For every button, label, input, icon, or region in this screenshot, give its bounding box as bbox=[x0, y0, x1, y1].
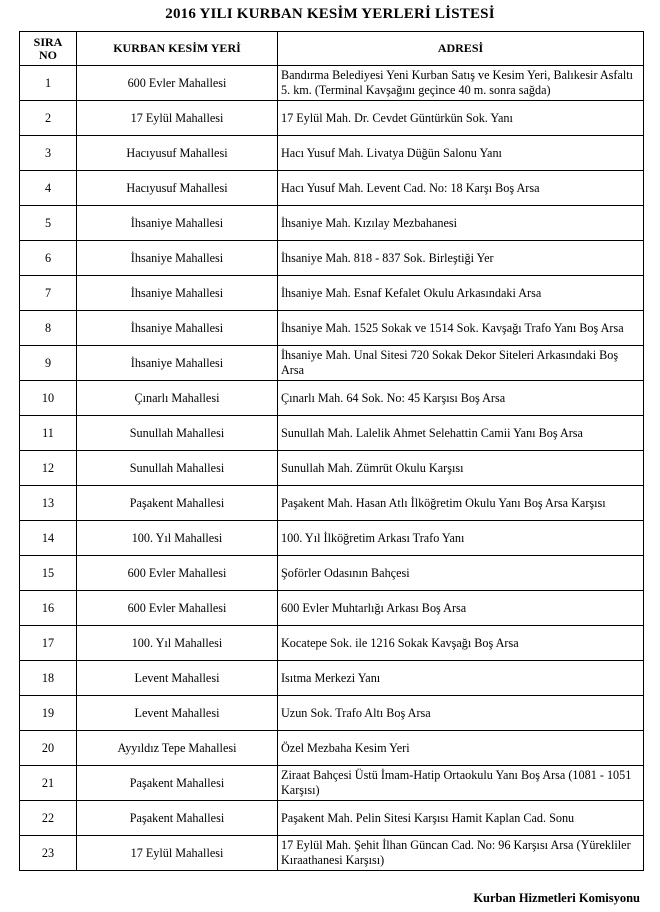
cell-no: 17 bbox=[20, 626, 77, 661]
table-row bbox=[20, 836, 644, 871]
cell-no: 10 bbox=[20, 381, 77, 416]
slaughter-locations-table bbox=[19, 31, 644, 871]
cell-address: İhsaniye Mah. Esnaf Kefalet Okulu Arkasındaki Arsa bbox=[278, 276, 644, 311]
cell-no: 19 bbox=[20, 696, 77, 731]
cell-no: 5 bbox=[20, 206, 77, 241]
cell-place: İhsaniye Mahallesi bbox=[77, 276, 278, 311]
table-row bbox=[20, 626, 644, 661]
table-row bbox=[20, 241, 644, 276]
cell-address: İhsaniye Mah. Kızılay Mezbahanesi bbox=[278, 206, 644, 241]
cell-no: 4 bbox=[20, 171, 77, 206]
table-row bbox=[20, 801, 644, 836]
cell-address: Ziraat Bahçesi Üstü İmam-Hatip Ortaokulu Yanı Boş Arsa (1081 - 1051 Karşısı) bbox=[278, 766, 644, 801]
cell-place: Paşakent Mahallesi bbox=[77, 801, 278, 836]
cell-place: Çınarlı Mahallesi bbox=[77, 381, 278, 416]
cell-address: Paşakent Mah. Hasan Atlı İlköğretim Okulu Yanı Boş Arsa Karşısı bbox=[278, 486, 644, 521]
cell-address: Özel Mezbaha Kesim Yeri bbox=[278, 731, 644, 766]
table-row bbox=[20, 486, 644, 521]
cell-place: İhsaniye Mahallesi bbox=[77, 311, 278, 346]
cell-place: Sunullah Mahallesi bbox=[77, 416, 278, 451]
cell-address: 100. Yıl İlköğretim Arkası Trafo Yanı bbox=[278, 521, 644, 556]
cell-address: 17 Eylül Mah. Şehit İlhan Güncan Cad. No: 96 Karşısı Arsa (Yürekliler Kıraathanesi Karşısı) bbox=[278, 836, 644, 871]
cell-place: 600 Evler Mahallesi bbox=[77, 66, 278, 101]
cell-no: 21 bbox=[20, 766, 77, 801]
cell-address: Paşakent Mah. Pelin Sitesi Karşısı Hamit Kaplan Cad. Sonu bbox=[278, 801, 644, 836]
header-no bbox=[20, 32, 77, 66]
cell-place: Hacıyusuf Mahallesi bbox=[77, 136, 278, 171]
cell-place: İhsaniye Mahallesi bbox=[77, 206, 278, 241]
cell-no: 18 bbox=[20, 661, 77, 696]
table-row bbox=[20, 381, 644, 416]
cell-no: 2 bbox=[20, 101, 77, 136]
cell-place: 600 Evler Mahallesi bbox=[77, 591, 278, 626]
cell-address: Hacı Yusuf Mah. Livatya Düğün Salonu Yanı bbox=[278, 136, 644, 171]
table-header-row bbox=[20, 32, 644, 66]
cell-address: Şoförler Odasının Bahçesi bbox=[278, 556, 644, 591]
cell-no: 1 bbox=[20, 66, 77, 101]
cell-no: 8 bbox=[20, 311, 77, 346]
header-place: KURBAN KESİM YERİ bbox=[77, 32, 278, 66]
cell-address: Çınarlı Mah. 64 Sok. No: 45 Karşısı Boş Arsa bbox=[278, 381, 644, 416]
cell-address: Sunullah Mah. Lalelik Ahmet Selehattin Camii Yanı Boş Arsa bbox=[278, 416, 644, 451]
cell-no: 23 bbox=[20, 836, 77, 871]
cell-place: Levent Mahallesi bbox=[77, 661, 278, 696]
cell-no: 22 bbox=[20, 801, 77, 836]
cell-address: 600 Evler Muhtarlığı Arkası Boş Arsa bbox=[278, 591, 644, 626]
cell-place: Paşakent Mahallesi bbox=[77, 486, 278, 521]
table-row bbox=[20, 346, 644, 381]
cell-address: Uzun Sok. Trafo Altı Boş Arsa bbox=[278, 696, 644, 731]
cell-address: Hacı Yusuf Mah. Levent Cad. No: 18 Karşı Boş Arsa bbox=[278, 171, 644, 206]
cell-no: 7 bbox=[20, 276, 77, 311]
page-title: 2016 YILI KURBAN KESİM YERLERİ LİSTESİ bbox=[165, 6, 495, 22]
cell-address: 17 Eylül Mah. Dr. Cevdet Güntürkün Sok. Yanı bbox=[278, 101, 644, 136]
cell-place: 17 Eylül Mahallesi bbox=[77, 101, 278, 136]
cell-place: Sunullah Mahallesi bbox=[77, 451, 278, 486]
header-no-line1: SIRA bbox=[33, 34, 63, 49]
table-row bbox=[20, 696, 644, 731]
cell-place: 17 Eylül Mahallesi bbox=[77, 836, 278, 871]
table-row bbox=[20, 66, 644, 101]
cell-place: İhsaniye Mahallesi bbox=[77, 241, 278, 276]
cell-address: İhsaniye Mah. Unal Sitesi 720 Sokak Dekor Siteleri Arkasındaki Boş Arsa bbox=[278, 346, 644, 381]
cell-address: İhsaniye Mah. 1525 Sokak ve 1514 Sok. Kavşağı Trafo Yanı Boş Arsa bbox=[278, 311, 644, 346]
table-row bbox=[20, 521, 644, 556]
cell-no: 12 bbox=[20, 451, 77, 486]
table-row bbox=[20, 311, 644, 346]
cell-address: Bandırma Belediyesi Yeni Kurban Satış ve Kesim Yeri, Balıkesir Asfaltı 5. km. (Terminal Kavşağını geçince 40 m. sonra sağda) bbox=[278, 66, 644, 101]
table-row bbox=[20, 731, 644, 766]
cell-address: İhsaniye Mah. 818 - 837 Sok. Birleştiği Yer bbox=[278, 241, 644, 276]
cell-no: 9 bbox=[20, 346, 77, 381]
cell-place: Levent Mahallesi bbox=[77, 696, 278, 731]
cell-address: Kocatepe Sok. ile 1216 Sokak Kavşağı Boş Arsa bbox=[278, 626, 644, 661]
cell-place: 600 Evler Mahallesi bbox=[77, 556, 278, 591]
table-row bbox=[20, 661, 644, 696]
cell-no: 16 bbox=[20, 591, 77, 626]
cell-address: Sunullah Mah. Zümrüt Okulu Karşısı bbox=[278, 451, 644, 486]
cell-no: 3 bbox=[20, 136, 77, 171]
table-row bbox=[20, 101, 644, 136]
cell-place: Ayyıldız Tepe Mahallesi bbox=[77, 731, 278, 766]
cell-no: 6 bbox=[20, 241, 77, 276]
cell-address: Isıtma Merkezi Yanı bbox=[278, 661, 644, 696]
table-row bbox=[20, 136, 644, 171]
cell-place: 100. Yıl Mahallesi bbox=[77, 521, 278, 556]
table-row bbox=[20, 206, 644, 241]
cell-no: 11 bbox=[20, 416, 77, 451]
table-row bbox=[20, 766, 644, 801]
cell-place: İhsaniye Mahallesi bbox=[77, 346, 278, 381]
cell-no: 13 bbox=[20, 486, 77, 521]
header-address: ADRESİ bbox=[278, 32, 644, 66]
table-row bbox=[20, 591, 644, 626]
table-row bbox=[20, 451, 644, 486]
header-no-line2: NO bbox=[39, 47, 57, 62]
table-row bbox=[20, 171, 644, 206]
cell-place: Paşakent Mahallesi bbox=[77, 766, 278, 801]
cell-no: 15 bbox=[20, 556, 77, 591]
table-row bbox=[20, 556, 644, 591]
table-row bbox=[20, 416, 644, 451]
footer-signature: Kurban Hizmetleri Komisyonu bbox=[473, 891, 640, 905]
table-row bbox=[20, 276, 644, 311]
cell-no: 20 bbox=[20, 731, 77, 766]
cell-no: 14 bbox=[20, 521, 77, 556]
cell-place: Hacıyusuf Mahallesi bbox=[77, 171, 278, 206]
cell-place: 100. Yıl Mahallesi bbox=[77, 626, 278, 661]
